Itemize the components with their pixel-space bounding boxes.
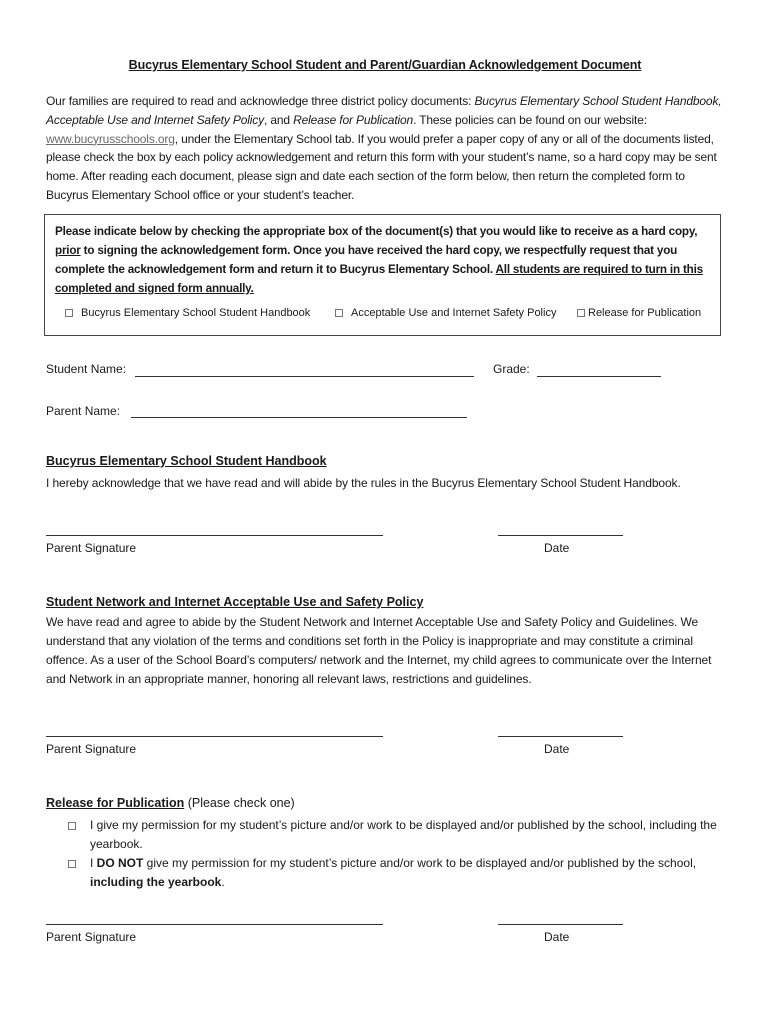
student-name-field[interactable] <box>135 376 474 377</box>
option-release-label: Release for Publication <box>588 307 702 319</box>
grade-label: Grade: <box>493 362 530 376</box>
network-signature-label: Parent Signature <box>46 742 137 756</box>
hard-copy-instructions <box>55 222 717 298</box>
handbook-acknowledgement: I hereby acknowledge that we have read and will abide by the rules in the Bucyrus Elementary School Student Handbook. <box>46 476 681 490</box>
website-link[interactable]: www.bucyrusschools.org <box>46 131 175 146</box>
intro-text-3: . These policies can be found on our website: <box>413 112 647 127</box>
intro-text-1: Our families are required to read and acknowledge three district policy documents: <box>46 94 475 108</box>
handbook-date-field[interactable] <box>498 535 623 536</box>
permit-checkbox[interactable] <box>68 822 76 830</box>
deny-label <box>90 854 718 892</box>
network-policy-acknowledgement: We have read and agree to abide by the Student Network and Internet Acceptable Use and Safety Policy and Guidelines. We understand that any violation of the terms and conditions set forth in the Policy is inappropriate and may constitute a criminal offence. As a user of the School Board’s computers/ network and the Internet, my child agrees to communicate over the Internet and Network in an appropriate manner, honoring all relevant laws, restrictions and guidelines. <box>46 615 712 686</box>
network-date-label: Date <box>544 742 570 756</box>
release-signature-label: Parent Signature <box>46 930 137 944</box>
box-text-2: to signing the acknowledgement form. Once you have received the hard copy, we respectfully request that you complete the acknowledgement form and return it to Bucyrus Elementary School. <box>55 244 678 276</box>
intro-policies-italic: Bucyrus Elementary School Student Handbook, Acceptable Use and Internet Safety Policy <box>46 94 722 127</box>
network-signature-field[interactable] <box>46 736 383 737</box>
deny-text-3: . <box>221 875 225 889</box>
intro-paragraph <box>46 92 730 205</box>
intro-release-italic: Release for Publication <box>293 112 414 127</box>
deny-yearbook: including the yearbook <box>90 875 222 889</box>
deny-do-not: DO NOT <box>96 856 144 870</box>
option-acceptable-use-label: Acceptable Use and Internet Safety Policy <box>351 307 557 319</box>
intro-text-2: , and <box>263 112 294 127</box>
release-option-permit[interactable] <box>68 816 718 854</box>
deny-text-1: I <box>90 856 97 870</box>
release-option-deny[interactable] <box>68 854 718 892</box>
release-signature-field[interactable] <box>46 924 383 925</box>
document-title: Bucyrus Elementary School Student and Parent/Guardian Acknowledgement Document <box>128 58 642 72</box>
box-annual-requirement: All students are required to turn in this completed and signed form annually. <box>55 263 703 295</box>
handbook-signature-label: Parent Signature <box>46 541 137 555</box>
handbook-signature-field[interactable] <box>46 535 383 536</box>
student-name-label: Student Name: <box>46 362 127 376</box>
deny-checkbox[interactable] <box>68 860 76 868</box>
intro-text-4: , under the Elementary School tab. If you would prefer a paper copy of any or all of the documents listed, please check the box by each policy acknowledgement and return this form with your student’s name, so a hard copy may be sent home. After reading each document, please sign and date each section of the form below, then return the completed form to Bucyrus Elementary School office or your student’s teacher. <box>46 131 717 202</box>
box-text-1: Please indicate below by checking the appropriate box of the document(s) that you would like to receive as a hard copy, <box>55 225 698 238</box>
release-heading: Release for Publication <box>46 796 185 810</box>
deny-text-2: give my permission for my student’s picture and/or work to be displayed and/or published by the school, <box>143 856 697 870</box>
option-release[interactable] <box>577 307 701 319</box>
release-date-field[interactable] <box>498 924 623 925</box>
handbook-heading: Bucyrus Elementary School Student Handbook <box>46 454 327 468</box>
parent-name-label: Parent Name: <box>46 404 121 418</box>
release-checkbox[interactable] <box>577 309 585 317</box>
handbook-date-label: Date <box>544 541 570 555</box>
parent-name-field[interactable] <box>131 417 467 418</box>
handbook-checkbox[interactable] <box>65 309 73 317</box>
grade-field[interactable] <box>537 376 661 377</box>
acceptable-use-checkbox[interactable] <box>335 309 343 317</box>
network-date-field[interactable] <box>498 736 623 737</box>
option-acceptable-use[interactable] <box>335 307 556 319</box>
release-subheading: (Please check one) <box>184 796 295 810</box>
box-prior-underlined: prior <box>55 244 81 257</box>
permit-label: I give my permission for my student’s picture and/or work to be displayed and/or published by the school, including the yearbook. <box>90 818 717 851</box>
hard-copy-request-box <box>44 214 721 336</box>
release-heading-row <box>46 796 295 810</box>
option-handbook-label: Bucyrus Elementary School Student Handbook <box>81 307 311 319</box>
release-date-label: Date <box>544 930 570 944</box>
option-handbook[interactable] <box>65 307 310 319</box>
network-policy-heading: Student Network and Internet Acceptable Use and Safety Policy <box>46 595 424 609</box>
